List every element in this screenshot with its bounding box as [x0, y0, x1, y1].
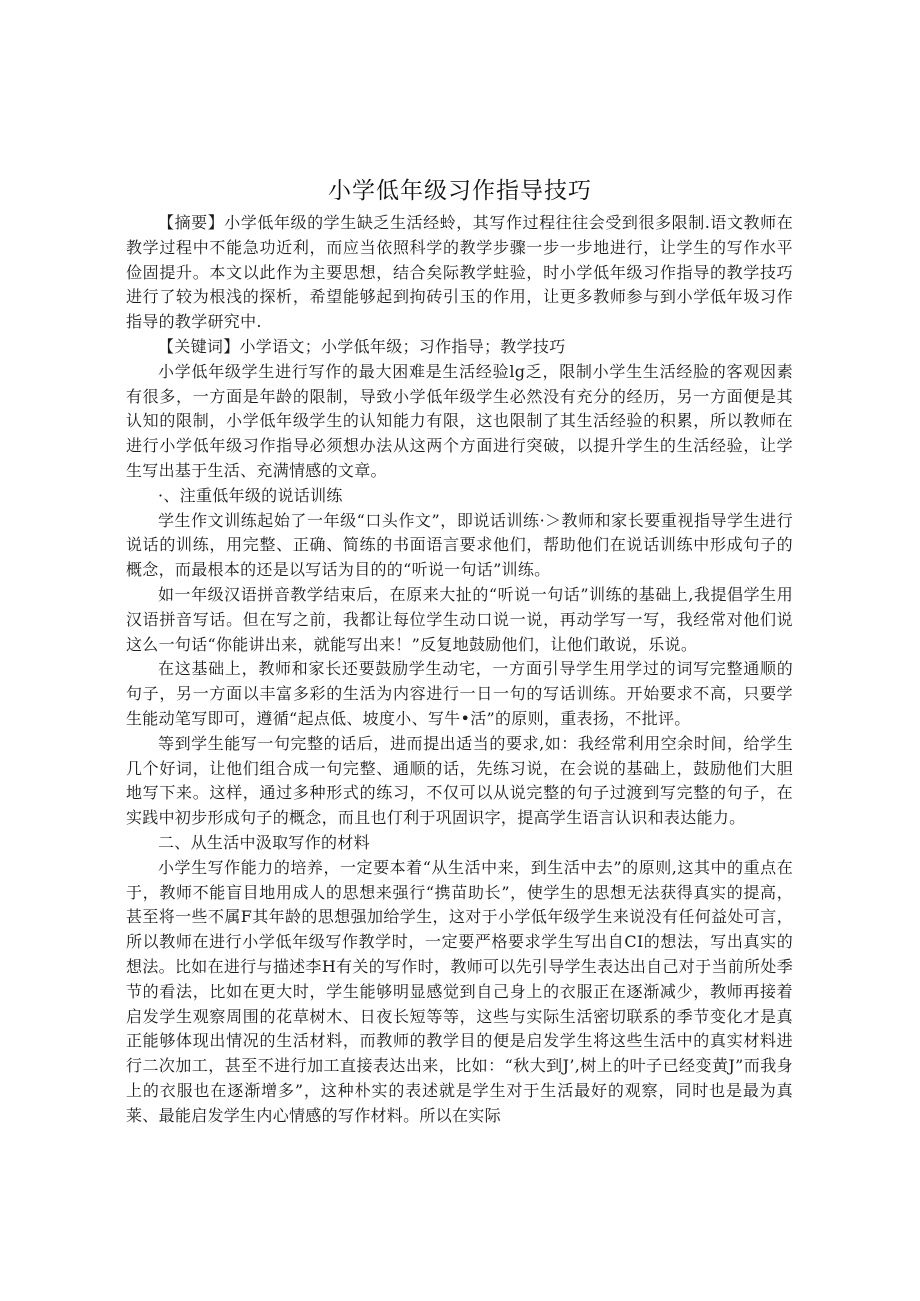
section-heading-2: 二、从生活中汲取写作的材料 [158, 832, 370, 852]
body-paragraph: 如一年级汉语拼音教学结束后，在原来大扯的“听说一句话”训练的基础上,我提倡学生用汉语拼音写话。但在写之前，我都让每位学生动口说一说，再动学写一写，我经常对他们说这么一句话“你能讲出来，就能写出来！”反复地鼓励他们，让他们敢说，乐说。 [126, 584, 793, 654]
document-title: 小学低年级习作指导技巧 [328, 178, 592, 204]
abstract-paragraph: 【摘要】小学低年级的学生缺乏生活经蛉，其写作过程往往会受到很多限制.语文教师在教学过程中不能急功近利，而应当依照科学的教学步骤一步一步地进行，让学生的写作水平俭固提升。本文以此作为主要思想，结合矣际教学蛀验，时小学低年级习作指导的教学技巧进行了较为根浅的探析，希望能够起到拘砖引玉的作用，让更多教师参与到小学低年圾习作指导的教学研究中. [126, 213, 793, 332]
section-heading-1: ·、注重低年级的说话训练 [158, 485, 343, 505]
intro-paragraph: 小学低年级学生进行写作的最大困难是生活经验lg乏，限制小学生生活经脸的客观因素有很多，一方面是年龄的限制，导致小学低年级学生必然没有充分的经历，另一方面便是其认知的限制，小学低年级学生的认知能力有限，这也限制了其生活经验的积累，所以教师在进行小学低年级习作指导必须想办法从这两个方面进行突破，以提升学生的生活经验，让学生写出基于生活、充满情感的文章。 [126, 361, 793, 480]
body-paragraph: 小学生写作能力的培养，一定要本着“从生活中来，到生活中去”的原则,这其中的重点在于，教师不能盲目地用成人的思想来强行“携苗助长”，使学生的思想无法获得真实的提高，甚至将一些不属F其年龄的思想强加给学生，这对于小学低年级学生来说没有任何益处可言，所以教师在进行小学低年级写作教学时，一定要严格要求学生写出自CI的想法，写出真实的想法。比如在进行与描述李H有关的写作时，教师可以先引导学生表达出自己对于当前所处季节的看法，比如在更大时，学生能够明显感觉到自己身上的衣服正在逐渐减少，教师再接着启发学生观察周围的花草树木、日夜长短等等，这些与实际生活密切联系的季节变化才是真正能够体现出情况的生活材料，而教师的教学目的便是启发学生将这些生活中的真实材料进行二次加工，甚至不进行加工直接表达出来，比如：“秋大到J’,树上的叶子已经变黄J”而我身上的衣服也在逐渐增多”，这种朴实的表述就是学生对于生活最好的观察，同时也是最为真莱、最能启发学生内心情感的写作材料。所以在实际 [126, 857, 793, 1125]
keywords-paragraph: 【关键词】小学语文；小学低年级；习作指导；教学技巧 [158, 336, 566, 356]
body-paragraph: 在这基础上，教师和家长还要鼓励学生动宅，一方面引导学生用学过的词写完整通顺的句子，另一方面以丰富多彩的生活为内容进行一日一句的写话训练。开始要求不高，只要学生能动笔写即可，遵循“起点低、坡度小、写牛•活”的原则，重表扬，不批评。 [126, 659, 793, 728]
body-paragraph: 等到学生能写一句完整的话后，进而提出适当的要求,如：我经常利用空余时间，给学生几个好词，让他们组合成一句完整、通顺的话，先练习说，在会说的基础上，鼓励他们大胆地写下来。这样，通过多种形式的练习，不仅可以从说完整的句子过渡到写完整的句子，在实践中初步形成句子的概念，而且也仃利于巩固识字，提高学生语言认识和表达能力。 [126, 733, 793, 828]
document-body [126, 211, 793, 1128]
body-paragraph: 学生作文训练起始了一年级“口头作文”，即说话训练·＞教师和家长要重视指导学生进行说话的训练，用完整、正确、简练的书面语言要求他们，帮助他们在说话训练中形成句子的概念，而最根本的还是以写话为目的的“听说一句话”训练。 [126, 510, 793, 580]
